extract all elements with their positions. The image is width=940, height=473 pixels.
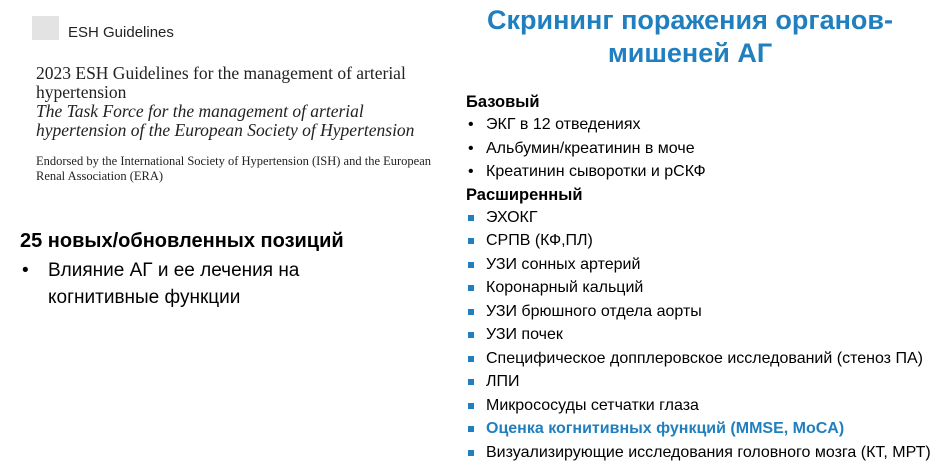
square-bullet-icon bbox=[468, 309, 474, 315]
list-item bbox=[466, 137, 936, 161]
esh-logo bbox=[32, 16, 59, 40]
square-bullet-icon bbox=[468, 332, 474, 338]
square-bullet-icon bbox=[468, 215, 474, 221]
list-item-text: Микрососуды сетчатки глаза bbox=[486, 396, 699, 414]
list-item-text: УЗИ почек bbox=[486, 326, 563, 343]
bullet-icon: • bbox=[468, 163, 474, 180]
list-item bbox=[466, 441, 936, 465]
square-bullet-icon bbox=[468, 262, 474, 268]
list-item-text: УЗИ брюшного отдела аорты bbox=[486, 302, 702, 320]
square-bullet-icon bbox=[468, 379, 474, 385]
square-bullet-icon bbox=[468, 426, 474, 432]
list-item-text: Визуализирующие исследования головного мозга (КТ, МРТ) bbox=[486, 443, 931, 461]
square-bullet-icon bbox=[468, 403, 474, 409]
list-item-text: ЭХОКГ bbox=[486, 208, 538, 226]
extended-list bbox=[466, 206, 936, 465]
paper-title: 2023 ESH Guidelines for the management of arterial hypertension bbox=[36, 63, 406, 102]
bullet-icon: • bbox=[468, 139, 474, 157]
extended-heading: Расширенный bbox=[466, 185, 583, 204]
list-item-text: УЗИ сонных артерий bbox=[486, 255, 641, 273]
paper-citation bbox=[36, 64, 446, 184]
list-item bbox=[466, 253, 936, 277]
list-item bbox=[466, 229, 936, 253]
list-item-text: ЭКГ в 12 отведениях bbox=[486, 116, 641, 133]
paper-task-force: The Task Force for the management of arterial hypertension of the European Society of Hypertension bbox=[36, 101, 415, 140]
list-item bbox=[466, 206, 936, 230]
list-item bbox=[466, 370, 936, 394]
bullet-icon: • bbox=[22, 260, 29, 281]
list-item bbox=[466, 160, 936, 184]
list-item-text: Коронарный кальций bbox=[486, 279, 644, 296]
paper-endorsement: Endorsed by the International Society of Hypertension (ISH) and the European Renal Association (ERA) bbox=[36, 154, 432, 183]
square-bullet-icon bbox=[468, 450, 474, 456]
square-bullet-icon bbox=[468, 238, 474, 244]
basic-list bbox=[466, 113, 936, 184]
left-list bbox=[20, 257, 400, 311]
basic-heading: Базовый bbox=[466, 93, 540, 111]
list-item bbox=[466, 323, 936, 347]
square-bullet-icon bbox=[468, 356, 474, 362]
slide-title: Скрининг поражения органов-мишеней АГ bbox=[487, 5, 893, 68]
list-item bbox=[466, 347, 936, 371]
square-bullet-icon bbox=[468, 285, 474, 291]
bullet-icon: • bbox=[468, 116, 474, 133]
list-item bbox=[466, 394, 936, 418]
list-item-text: Оценка когнитивных функций (MMSE, MoCA) bbox=[486, 420, 845, 437]
list-item bbox=[466, 276, 936, 300]
brand-label: ESH Guidelines bbox=[68, 24, 174, 41]
list-item-text: Специфическое допплеровское исследований (стеноз ПА) bbox=[486, 349, 923, 367]
list-item-text: СРПВ (КФ,ПЛ) bbox=[486, 232, 593, 249]
list-item bbox=[466, 300, 936, 324]
left-heading: 25 новых/обновленных позиций bbox=[20, 230, 344, 252]
list-item-highlighted bbox=[466, 417, 936, 441]
screening-panel bbox=[466, 91, 936, 464]
list-item-text: Влияние АГ и ее лечения на когнитивные функции bbox=[48, 260, 300, 308]
list-item-text: Креатинин сыворотки и рСКФ bbox=[486, 163, 706, 180]
list-item bbox=[466, 113, 936, 137]
list-item bbox=[20, 257, 400, 311]
list-item-text: Альбумин/креатинин в моче bbox=[486, 139, 695, 157]
list-item-text: ЛПИ bbox=[486, 373, 520, 390]
